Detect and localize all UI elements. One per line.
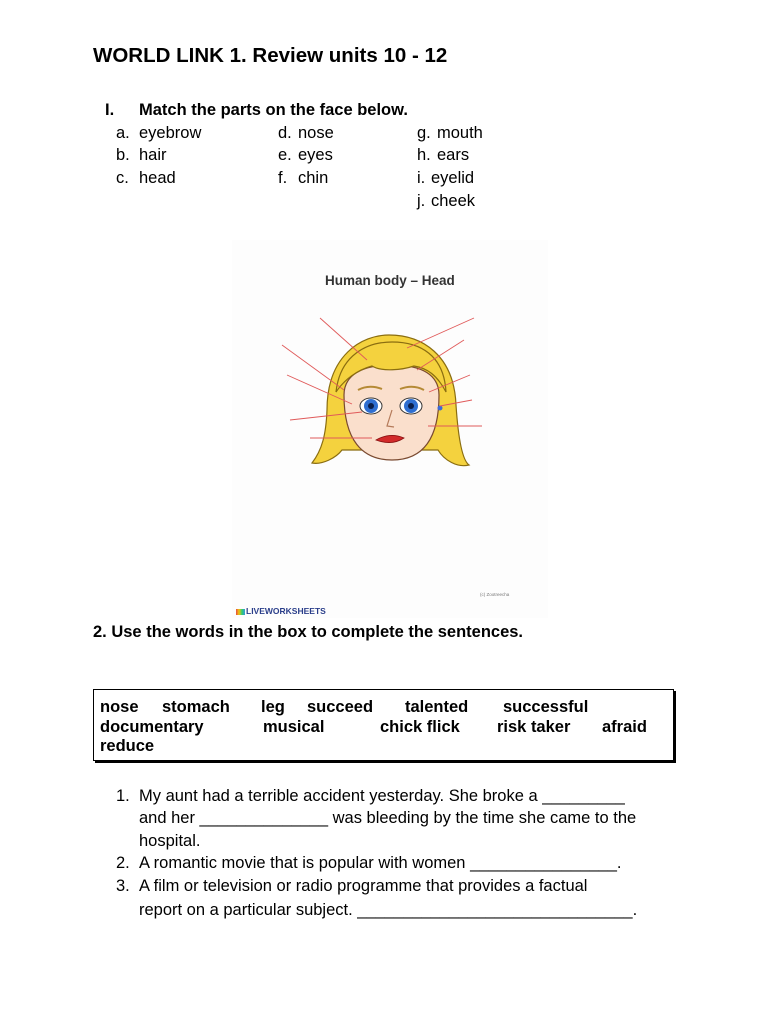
logo-icon — [236, 609, 245, 615]
option-letter: b. — [116, 146, 130, 164]
question-text: hospital. — [139, 832, 201, 850]
word-box-item: chick flick — [380, 718, 460, 736]
option-letter: d. — [278, 124, 292, 142]
question-text: and her ______________ was bleeding by the time she came to the — [139, 809, 637, 827]
liveworksheets-logo — [236, 606, 326, 616]
option-text: nose — [298, 124, 334, 142]
word-box-item: talented — [405, 698, 469, 716]
face-illustration — [232, 300, 548, 550]
option-letter: f. — [278, 169, 288, 187]
question-number: 3. — [116, 877, 130, 895]
option-text: eyelid — [431, 169, 475, 187]
option-letter: c. — [116, 169, 129, 187]
section1-instruction: Match the parts on the face below. — [139, 101, 408, 119]
word-box-item: successful — [503, 698, 589, 716]
question-text: report on a particular subject. ______________________________. — [139, 901, 638, 919]
word-box-item: succeed — [307, 698, 374, 716]
option-text: mouth — [437, 124, 483, 142]
word-box-item: leg — [261, 698, 285, 716]
option-text: head — [139, 169, 176, 187]
word-box — [93, 689, 674, 761]
option-letter: a. — [116, 124, 130, 142]
option-text: eyebrow — [139, 124, 202, 142]
word-box-item: reduce — [100, 737, 155, 755]
section1-number: I. — [105, 101, 115, 119]
option-letter: j. — [417, 192, 426, 210]
question-number: 1. — [116, 787, 130, 805]
option-text: ears — [437, 146, 470, 164]
page-title: WORLD LINK 1. Review units 10 - 12 — [93, 44, 448, 67]
word-box-item: musical — [263, 718, 325, 736]
question-text: A film or television or radio programme that provides a factual — [139, 877, 588, 895]
option-letter: g. — [417, 124, 431, 142]
option-text: cheek — [431, 192, 476, 210]
option-text: hair — [139, 146, 167, 164]
question-number: 2. — [116, 854, 130, 872]
word-box-item: documentary — [100, 718, 204, 736]
word-box-item: stomach — [162, 698, 230, 716]
section2-instruction: 2. Use the words in the box to complete the sentences. — [93, 623, 524, 641]
logo-text: LIVEWORKSHEETS — [246, 606, 326, 616]
question-text: My aunt had a terrible accident yesterday. She broke a _________ — [139, 787, 625, 805]
figure-title: Human body – Head — [325, 273, 455, 288]
word-box-item: nose — [100, 698, 139, 716]
option-letter: e. — [278, 146, 292, 164]
face-figure — [232, 240, 548, 618]
option-letter: h. — [417, 146, 431, 164]
option-text: chin — [298, 169, 329, 187]
word-box-item: afraid — [602, 718, 647, 736]
option-text: eyes — [298, 146, 333, 164]
figure-copyright: (c) Zootreecha — [480, 592, 510, 597]
word-box-item: risk taker — [497, 718, 571, 736]
option-letter: i. — [417, 169, 426, 187]
question-text: A romantic movie that is popular with women ________________. — [139, 854, 622, 872]
